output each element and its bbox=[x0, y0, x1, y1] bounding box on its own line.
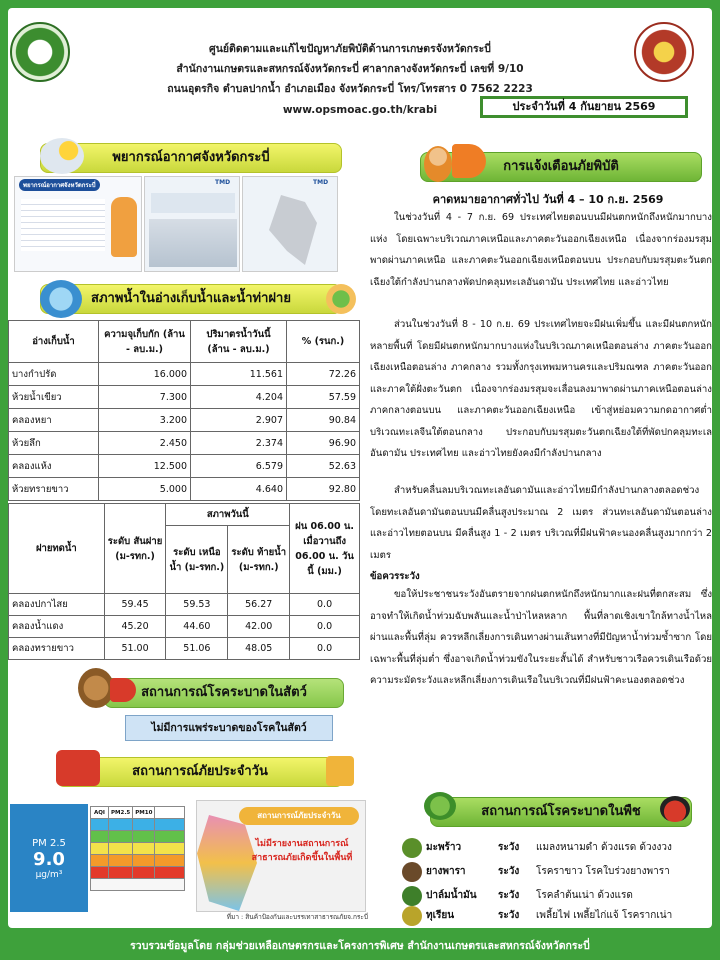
reservoir-banner-label: สภาพน้ำในอ่างเก็บน้ำและน้ำท่าฝาย bbox=[91, 291, 291, 306]
reservoir-capacity: 7.300 bbox=[99, 386, 191, 409]
reservoir-table bbox=[8, 320, 360, 501]
forecast-thumb-3[interactable] bbox=[242, 176, 338, 272]
livestock-cow-icon bbox=[78, 668, 114, 708]
reservoir-capacity: 3.200 bbox=[99, 409, 191, 432]
reservoir-percent: 96.90 bbox=[287, 432, 360, 455]
reservoir-header-capacity: ความจุเก็บกัก (ล้าน - ลบ.ม.) bbox=[99, 321, 191, 363]
daily-map-tag: สถานการณ์ภัยประจำวัน bbox=[239, 807, 359, 825]
footer-credit: รวบรวมข้อมูลโดย กลุ่มช่วยเหลือเกษตรกรและโครงการพิเศษ สำนักงานเกษตรและสหกรณ์จังหวัดกระบี่ bbox=[130, 940, 590, 952]
weir-downstream: 48.05 bbox=[228, 638, 290, 660]
weir-upstream: 44.60 bbox=[166, 616, 228, 638]
durian-icon bbox=[402, 906, 422, 926]
moac-logo-icon bbox=[10, 22, 70, 82]
reservoir-header-percent: % (รนก.) bbox=[287, 321, 360, 363]
daily-banner-label: สถานการณ์ภัยประจำวัน bbox=[132, 764, 268, 779]
table-row bbox=[9, 455, 360, 478]
plant-name: ยางพารา bbox=[426, 866, 466, 877]
plant-banner bbox=[430, 797, 692, 827]
rubber-tree-icon bbox=[402, 862, 422, 882]
reservoir-header-name: อ่างเก็บน้ำ bbox=[9, 321, 99, 363]
weir-downstream: 42.00 bbox=[228, 616, 290, 638]
daily-map-caption: ที่มา : สินค้าป้องกันและบรรเทาสาธารณภัยจ.กระบี่ bbox=[226, 913, 368, 921]
weir-crest: 45.20 bbox=[104, 616, 166, 638]
table-row bbox=[9, 386, 360, 409]
forecast-thumb-3-tag: TMD bbox=[313, 179, 329, 186]
weir-rain: 0.0 bbox=[290, 638, 360, 660]
weir-name: คลองทรายขาว bbox=[9, 638, 105, 660]
pm25-value: 9.0 bbox=[33, 849, 65, 870]
animal-status-box: ไม่มีการแพร่ระบาดของโรคในสัตว์ bbox=[125, 715, 333, 741]
daily-map-text: ไม่มีรายงานสถานการณ์ สาธารณภัยเกิดขึ้นในพื้นที่ bbox=[251, 839, 353, 863]
weir-rain: 0.0 bbox=[290, 616, 360, 638]
reservoir-percent: 72.26 bbox=[287, 363, 360, 386]
weir-name: คลองน้ำแดง bbox=[9, 616, 105, 638]
reservoir-percent: 92.80 bbox=[287, 478, 360, 501]
farmer-umbrella-icon bbox=[326, 284, 356, 314]
forecaster-figure-icon bbox=[111, 197, 137, 257]
header-line-2: สำนักงานเกษตรและสหกรณ์จังหวัดกระบี่ ศาลากลางจังหวัดกระบี่ เลขที่ 9/10 bbox=[176, 63, 524, 75]
pm25-card bbox=[10, 804, 88, 912]
ladybug-icon bbox=[660, 796, 690, 822]
rain-cloud-icon bbox=[149, 219, 237, 267]
table-row bbox=[9, 616, 360, 638]
plant-watch: ระวัง bbox=[498, 890, 520, 901]
weir-name: คลองปกาไสย bbox=[9, 594, 105, 616]
weir-crest: 51.00 bbox=[104, 638, 166, 660]
weir-header-downstream: ระดับ ท้ายน้ำ (ม-รทก.) bbox=[228, 526, 290, 594]
megaphone-icon bbox=[110, 678, 136, 702]
plant-desc: โรคราขาว โรคใบร่วงยางพารา bbox=[536, 866, 670, 877]
plant-watch: ระวัง bbox=[498, 910, 520, 921]
forecast-thumb-2-header bbox=[151, 193, 235, 213]
plant-watch: ระวัง bbox=[498, 866, 520, 877]
plant-row-rubber bbox=[398, 860, 698, 884]
plant-desc: เพลี้ยไฟ เพลี้ยไก่แจ้ โรครากเน่า bbox=[536, 910, 673, 921]
plant-desc: โรคลำต้นเน่า ด้วงแรด bbox=[536, 890, 633, 901]
caution-title: ข้อควรระวัง bbox=[370, 571, 420, 582]
pm25-unit: μg/m³ bbox=[35, 870, 63, 880]
reservoir-name: บางกำปรัด bbox=[9, 363, 99, 386]
caution-paragraph: ขอให้ประชาชนระวังอันตรายจากฝนตกหนักถึงหนักมากและฝนที่ตกสะสม ซึ่งอาจทำให้เกิดน้ำท่วมฉับพลันและน้ำป่าไหลหลาก พื้นที่ลาดเชิงเขาใกล้ทางน้ำไหลผ่านและพื้นที่ลุ่ม ควรหลีกเลี่ยงการเดินทางผ่านเส้นทางที่มีปัญหาน้ำท่วมซ้ำซาก โดยเฉพาะพื้นที่ลุ่มต่ำ ซึ่งอาจเกิดน้ำท่วมขังในระยะสั้นได้ สำหรับชาวเรือควรเดินเรือด้วยความระมัดระวังและหลีกเลี่ยงการเดินเรือในบริเวณที่มีฝนฟ้าคะนองตลอดช่วง bbox=[370, 589, 712, 686]
animal-banner bbox=[104, 678, 344, 708]
plant-name: ปาล์มน้ำมัน bbox=[426, 890, 477, 901]
table-row bbox=[9, 409, 360, 432]
weir-header-today: สภาพวันนี้ bbox=[166, 504, 290, 526]
table-row bbox=[9, 478, 360, 501]
weir-header-rain: ฝน 06.00 น. เมื่อวานถึง 06.00 น. วันนี้ (มม.) bbox=[290, 504, 360, 594]
table-row bbox=[9, 594, 360, 616]
animal-banner-label: สถานการณ์โรคระบาดในสัตว์ bbox=[141, 685, 307, 700]
forecast-thumb-1-title: พยากรณ์อากาศจังหวัดกระบี่ bbox=[19, 179, 100, 191]
forecast-text-lines bbox=[21, 199, 105, 251]
weir-header-crest: ระดับ สันฝาย (ม-รทก.) bbox=[104, 504, 166, 594]
fire-truck-icon bbox=[56, 750, 100, 786]
warning-paragraph-1: ในช่วงวันที่ 4 - 7 ก.ย. 69 ประเทศไทยตอนบนมีฝนตกหนักถึงหนักมากบางแห่ง โดยเฉพาะบริเวณภาคเหนือและภาคตะวันออกเฉียงเหนือ เนื่องจากร่องมรสุมพาดผ่านภาคเหนือ และภาคตะวันออกเฉียงเหนือตอนบน ประกอบกับมรสุมตะวันตกเฉียงใต้กำลังปานกลางพัดปกคลุมทะเลอันดามัน ประเทศไทย และอ่าวไทย bbox=[370, 212, 712, 288]
reservoir-capacity: 5.000 bbox=[99, 478, 191, 501]
daily-disaster-map bbox=[196, 800, 366, 912]
reservoir-name: ห้วยน้ำเขียว bbox=[9, 386, 99, 409]
reservoir-volume: 6.579 bbox=[191, 455, 287, 478]
weather-banner-label: พยากรณ์อากาศจังหวัดกระบี่ bbox=[112, 150, 270, 165]
warning-banner-label: การแจ้งเตือนภัยพิบัติ bbox=[503, 159, 619, 174]
oil-palm-icon bbox=[402, 886, 422, 906]
megaphone-icon bbox=[452, 144, 486, 178]
reservoir-volume: 2.374 bbox=[191, 432, 287, 455]
reservoir-percent: 90.84 bbox=[287, 409, 360, 432]
weir-upstream: 51.06 bbox=[166, 638, 228, 660]
reservoir-banner bbox=[40, 284, 342, 314]
reservoir-capacity: 2.450 bbox=[99, 432, 191, 455]
reservoir-name: คลองแห้ง bbox=[9, 455, 99, 478]
table-row bbox=[9, 638, 360, 660]
forecast-thumb-2-tag: TMD bbox=[215, 179, 231, 186]
disaster-warning-icon bbox=[326, 756, 354, 786]
reservoir-volume: 4.204 bbox=[191, 386, 287, 409]
weather-banner bbox=[40, 143, 342, 173]
weir-header-name: ฝายทดน้ำ bbox=[9, 504, 105, 594]
plant-desc: แมลงหนามดำ ด้วงแรด ด้วงงวง bbox=[536, 842, 672, 853]
reservoir-name: คลองหยา bbox=[9, 409, 99, 432]
weir-downstream: 56.27 bbox=[228, 594, 290, 616]
weather-cloud-icon bbox=[40, 138, 84, 174]
reservoir-capacity: 12.500 bbox=[99, 455, 191, 478]
person-icon bbox=[424, 146, 452, 182]
table-row bbox=[9, 363, 360, 386]
date-box: ประจำวันที่ 4 กันยายน 2569 bbox=[480, 96, 688, 118]
weir-rain: 0.0 bbox=[290, 594, 360, 616]
plant-row-coconut bbox=[398, 836, 698, 860]
pm25-label: PM 2.5 bbox=[32, 838, 66, 849]
krabi-seal-icon bbox=[634, 22, 694, 82]
table-row bbox=[9, 432, 360, 455]
coconut-tree-icon bbox=[402, 838, 422, 858]
leaf-icon bbox=[424, 792, 456, 820]
plant-name: ทุเรียน bbox=[426, 910, 455, 921]
water-dam-icon bbox=[40, 280, 82, 318]
reservoir-volume: 4.640 bbox=[191, 478, 287, 501]
warning-paragraph-2: ส่วนในช่วงวันที่ 8 - 10 ก.ย. 69 ประเทศไทยจะมีฝนเพิ่มขึ้น และมีฝนตกหนักหลายพื้นที่ โดยมีฝนตกหนักมากบางแห่งในบริเวณภาคเหนือตอนล่าง ภาคตะวันออกเฉียงเหนือตอนล่าง ภาคกลาง รวมทั้งกรุงเทพมหานครและปริมณฑล ภาคตะวันออก และภาคใต้ฝั่งตะวันตก เนื่องจากร่องมรสุมจะเลื่อนลงมาพาดผ่านภาคเหนือตอนล่าง ภาคกลางตอนบน และภาคตะวันออกเฉียงเหนือ เข้าสู่หย่อมความกดอากาศต่ำบริเวณทะเลจีนใต้ตอนกลาง ประกอบกับมรสุมตะวันตกเฉียงใต้ที่พัดปกคลุมทะเลอันดามัน ประเทศไทย และอ่าวไทยยังคงมีกำลังปานกลาง bbox=[370, 319, 712, 459]
plant-banner-label: สถานการณ์โรคระบาดในพืช bbox=[481, 804, 641, 819]
reservoir-name: ห้วยลึก bbox=[9, 432, 99, 455]
plant-name: มะพร้าว bbox=[426, 842, 462, 853]
forecast-thumb-2[interactable] bbox=[144, 176, 240, 272]
weir-upstream: 59.53 bbox=[166, 594, 228, 616]
reservoir-volume: 2.907 bbox=[191, 409, 287, 432]
header-line-3: ถนนอุตรกิจ ตำบลปากน้ำ อำเภอเมือง จังหวัดกระบี่ โทร/โทรสาร 0 7562 2223 bbox=[167, 83, 533, 95]
header-website[interactable]: www.opsmoac.go.th/krabi bbox=[282, 104, 438, 116]
province-map-icon bbox=[263, 195, 323, 265]
header-line-1: ศูนย์ติดตามและแก้ไขปัญหาภัยพิบัติด้านการเกษตรจังหวัดกระบี่ bbox=[209, 43, 491, 55]
warning-paragraph-3: สำหรับคลื่นลมบริเวณทะเลอันดามันและอ่าวไทยมีกำลังปานกลางตลอดช่วง โดยทะเลอันดามันตอนบนมีคลื่นสูงประมาณ 2 เมตร ส่วนทะเลอันดามันตอนล่าง และอ่าวไทยตอนบน มีคลื่นสูง 1 - 2 เมตร บริเวณที่มีฝนฟ้าคะนองคลื่นสูงมากกว่า 2 เมตร bbox=[370, 485, 712, 561]
weir-crest: 59.45 bbox=[104, 594, 166, 616]
reservoir-capacity: 16.000 bbox=[99, 363, 191, 386]
weir-table bbox=[8, 503, 360, 660]
warning-title: คาดหมายอากาศทั่วไป วันที่ 4 – 10 ก.ย. 2569 bbox=[432, 193, 664, 206]
reservoir-percent: 57.59 bbox=[287, 386, 360, 409]
reservoir-name: ห้วยทรายขาว bbox=[9, 478, 99, 501]
plant-row-durian bbox=[398, 904, 698, 928]
forecast-thumb-1[interactable] bbox=[14, 176, 142, 272]
plant-watch: ระวัง bbox=[498, 842, 520, 853]
weir-header-upstream: ระดับ เหนือน้ำ (ม-รทก.) bbox=[166, 526, 228, 594]
reservoir-percent: 52.63 bbox=[287, 455, 360, 478]
reservoir-volume: 11.561 bbox=[191, 363, 287, 386]
reservoir-header-volume: ปริมาตรน้ำวันนี้ (ล้าน - ลบ.ม.) bbox=[191, 321, 287, 363]
aqi-legend-table: AQI PM2.5 PM10 bbox=[90, 806, 185, 891]
